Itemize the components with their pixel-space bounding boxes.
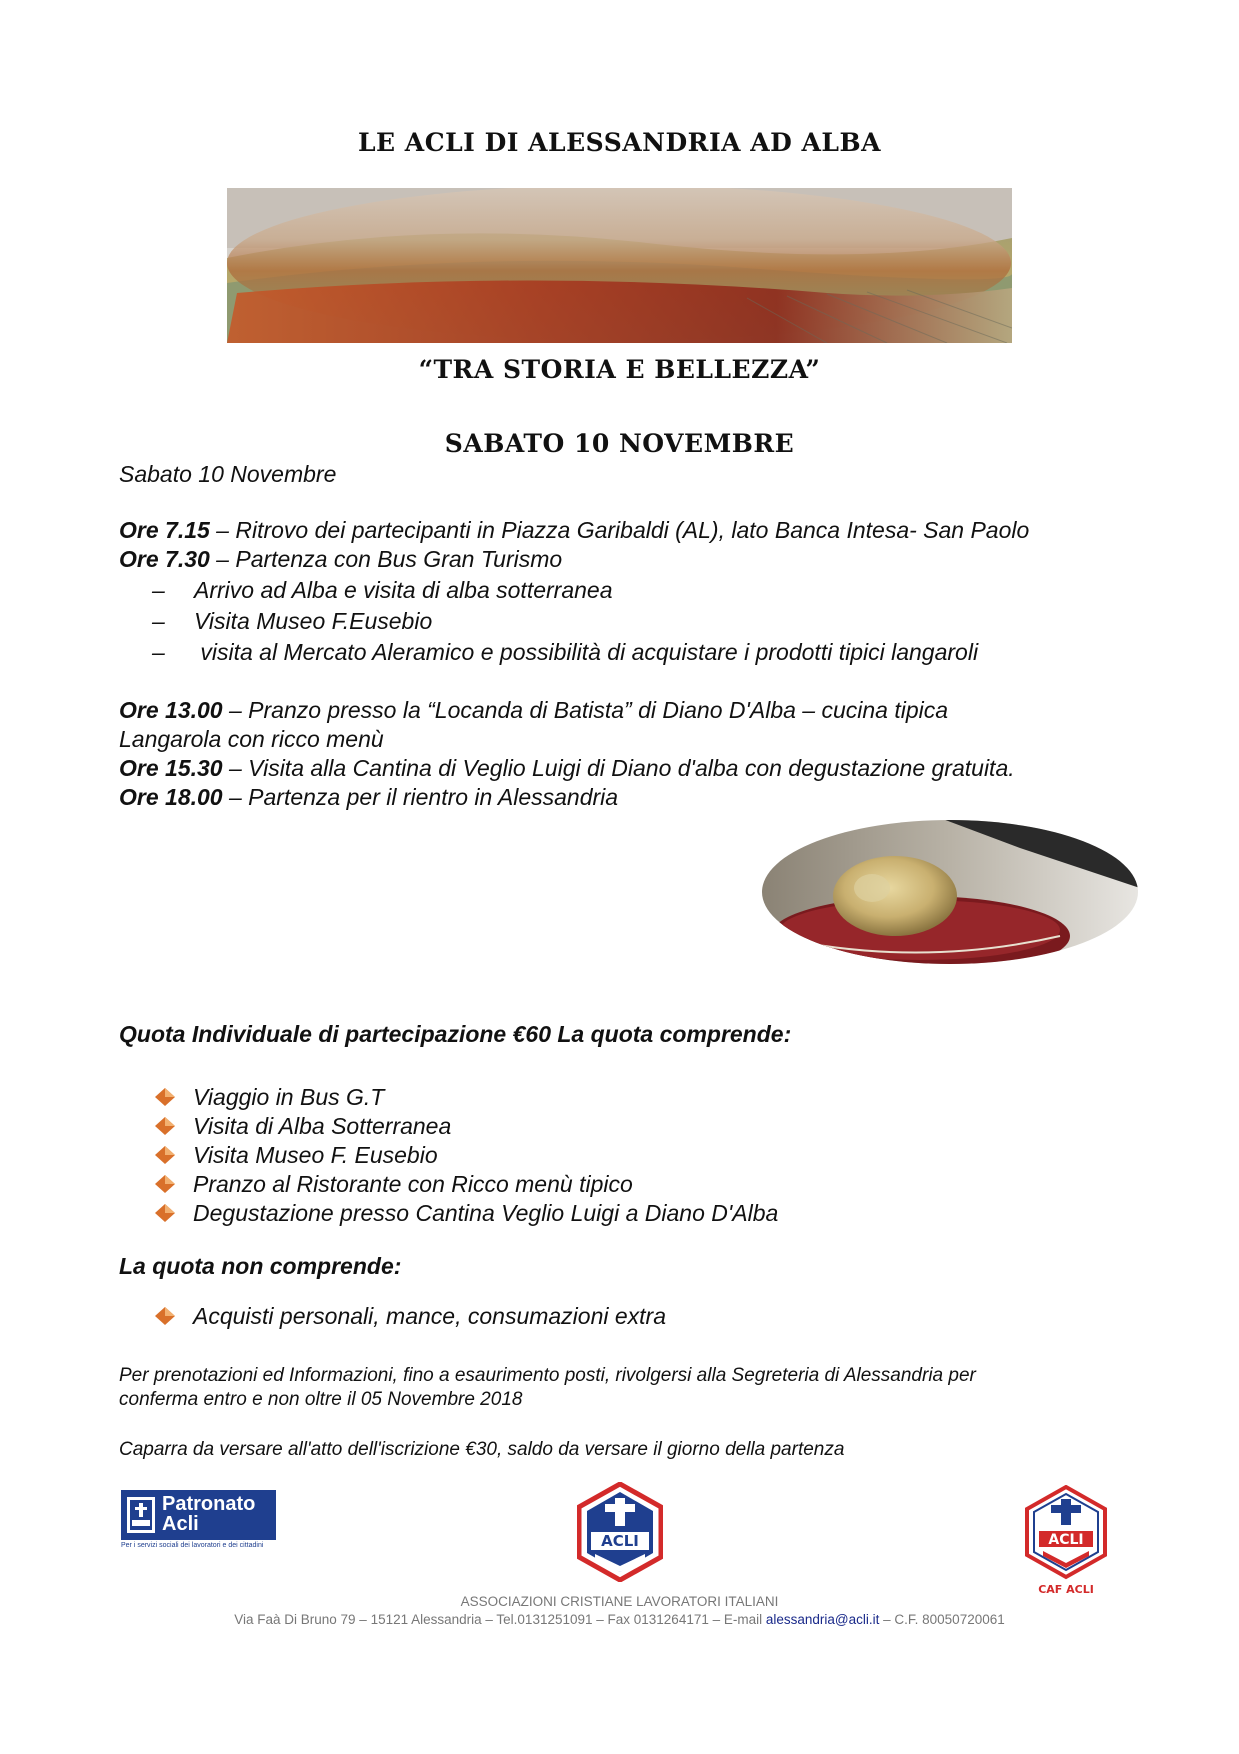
diamond-bullet-icon	[155, 1307, 175, 1325]
landscape-banner-image	[227, 188, 1012, 343]
program-text: Langarola con ricco menù	[119, 726, 384, 752]
includes-item: Visita di Alba Sotterranea	[193, 1113, 452, 1139]
includes-item: Degustazione presso Cantina Veglio Luigi a Diano D'Alba	[193, 1200, 779, 1226]
footer-email-link[interactable]: alessandria@acli.it	[765, 1612, 880, 1627]
patronato-acli-logo	[121, 1490, 274, 1560]
booking-note-line1: Per prenotazioni ed Informazioni, fino a esaurimento posti, rivolgersi alla Segreteria di Alessandria per	[119, 1365, 976, 1386]
program-item-4	[119, 754, 1015, 783]
dash-item-text: Arrivo ad Alba e visita di alba sotterranea	[194, 577, 613, 603]
dash-marker: –	[152, 639, 165, 665]
program-item-5	[119, 783, 618, 812]
program-text: – Partenza con Bus Gran Turismo	[209, 546, 563, 572]
acli-logo-text: ACLI	[601, 1532, 639, 1550]
program-text: – Pranzo presso la “Locanda di Batista” di Diano D'Alba – cucina tipica	[222, 697, 949, 723]
dash-item-text: visita al Mercato Aleramico e possibilità di acquistare i prodotti tipici langaroli	[194, 639, 979, 665]
excludes-heading: La quota non comprende:	[119, 1253, 402, 1279]
date-heading: SABATO 10 NOVEMBRE	[444, 429, 795, 458]
footer-address-pre: Via Faà Di Bruno 79 – 15121 Alessandria – Tel.0131251091 – Fax 0131264171 – E-mail	[234, 1612, 766, 1627]
dash-marker: –	[152, 577, 165, 603]
includes-item: Visita Museo F. Eusebio	[193, 1142, 438, 1168]
acli-emblem-icon	[126, 1496, 156, 1534]
program-item-0	[119, 516, 1029, 545]
diamond-bullet-icon	[155, 1117, 175, 1135]
excludes-item: Acquisti personali, mance, consumazioni extra	[193, 1303, 667, 1329]
program-text: – Visita alla Cantina di Veglio Luigi di Diano d'alba con degustazione gratuita.	[222, 755, 1015, 781]
diamond-bullet-icon	[155, 1146, 175, 1164]
dash-marker: –	[152, 608, 165, 634]
program-item-2	[119, 696, 948, 725]
program-item-1	[119, 545, 562, 574]
program-text: – Partenza per il rientro in Alessandria	[222, 784, 619, 810]
program-time: Ore 13.00	[119, 697, 223, 723]
quota-heading: Quota Individuale di partecipazione €60 La quota comprende:	[119, 1021, 792, 1047]
program-text: – Ritrovo dei partecipanti in Piazza Garibaldi (AL), lato Banca Intesa- San Paolo	[209, 517, 1030, 543]
page-title: LE ACLI DI ALESSANDRIA AD ALBA	[357, 128, 882, 157]
program-time: Ore 18.00	[119, 784, 223, 810]
program-time: Ore 7.30	[119, 546, 210, 572]
truffle-image	[760, 818, 1140, 966]
caf-logo-acli-text: ACLI	[1048, 1532, 1084, 1548]
deposit-note: Caparra da versare all'atto dell'iscrizione €30, saldo da versare il giorno della partenza	[119, 1439, 845, 1460]
diamond-bullet-icon	[155, 1204, 175, 1222]
footer-address-post: – C.F. 80050720061	[879, 1612, 1005, 1627]
caf-logo-text: CAF ACLI	[1038, 1583, 1094, 1596]
caf-acli-logo	[1023, 1485, 1109, 1597]
program-item-3	[119, 725, 384, 754]
includes-item: Viaggio in Bus G.T	[193, 1084, 385, 1110]
patronato-tagline: Per i servizi sociali dei lavoratori e dei cittadini	[121, 1542, 264, 1549]
acli-logo	[577, 1482, 663, 1582]
patronato-text: Patronato	[162, 1493, 256, 1515]
diamond-bullet-icon	[155, 1175, 175, 1193]
diamond-bullet-icon	[155, 1088, 175, 1106]
includes-item: Pranzo al Ristorante con Ricco menù tipico	[193, 1171, 633, 1197]
program-time: Ore 7.15	[119, 517, 210, 543]
subtitle: “TRA STORIA E BELLEZZA”	[418, 355, 821, 384]
footer-address	[0, 1612, 1239, 1627]
footer-org: ASSOCIAZIONI CRISTIANE LAVORATORI ITALIANI	[460, 1594, 779, 1609]
program-time: Ore 15.30	[119, 755, 223, 781]
dash-item-text: Visita Museo F.Eusebio	[194, 608, 433, 634]
booking-note-line2: conferma entro e non oltre il 05 Novembre 2018	[119, 1389, 523, 1410]
patronato-acli-text: Acli	[162, 1513, 199, 1535]
program-day: Sabato 10 Novembre	[119, 461, 337, 487]
